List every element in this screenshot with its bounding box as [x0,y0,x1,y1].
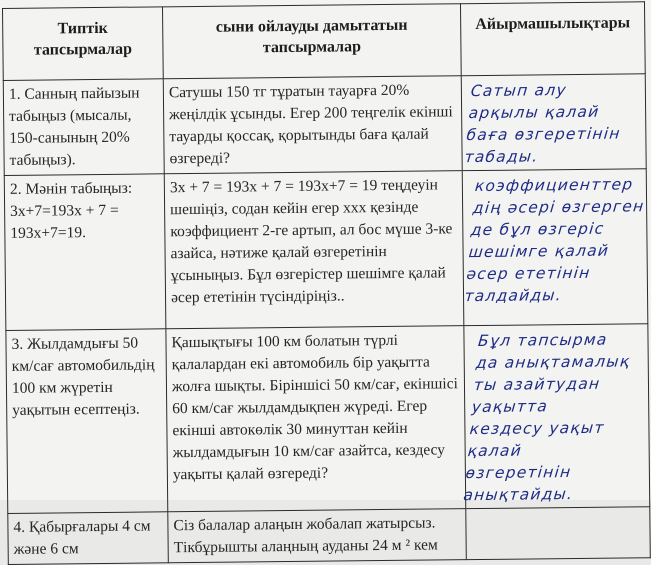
critical-task-cell: Сатушы 150 тг тұратын тауарға 20% жеңілдік ұсынды. Егер 200 теңгелік екінші тауарды қоссақ, қорытынды баға қалай өзгереді? [163,76,462,174]
handwritten-line: талдайды. [463,285,563,305]
critical-task-cell: Қашықтығы 100 км болатын түрлі қалалардан екі автомобиль бір уақытта жолға шықты. Біріншісі 50 км/сағ, екіншісі 60 км/сағ жылдамдықпен жүреді. Егер екінші автокөлік 30 минуттан кейін жылдамдығын 10 км/сағ азайтса, кездесу уақыты қалай өзгереді? [166,326,466,512]
handwritten-line: табады. [463,146,539,166]
handwritten-line: арқылы қалай [467,101,600,122]
typical-task-cell: 4. Қабырғалары 4 см және 6 см [8,512,169,565]
critical-task-cell: Сіз балалар алаңын жобалап жатырсыз. Тікбұрышты алаңның ауданы 24 м ² кем [168,509,467,563]
table-row [6,324,650,514]
handwritten-line: коэффициенттер [473,174,634,195]
typical-task-cell: 2. Мәнін табыңыз: 3x+7=193x + 7 = 193x+7=19. [4,174,166,331]
table-row [3,74,646,176]
table-row [8,507,650,565]
header-differences: Айырмашылықтары [460,2,645,76]
handwritten-line: ты азайтудан [472,373,601,394]
difference-cell [457,74,650,171]
header-row [3,2,646,81]
difference-cell [456,169,651,326]
difference-cell [464,507,651,560]
handwritten-line: да анықтамалық [474,351,631,372]
handwritten-line: қалай [466,440,523,460]
handwritten-line: шешімге қалай [467,240,610,261]
typical-task-cell: 3. Жылдамдығы 50 км/сағ автомобильдің 100 км жүретін уақытын есептеңіз. [6,329,168,514]
header-typical-tasks: Типтік тапсырмалар [3,7,164,81]
critical-task-cell: 3x + 7 = 193x + 7 = 193x+7 = 19 теңдеуін шешіңіз, содан кейін егер xxx қезінде коэффициент 2-ге артып, ал бос мүше 3-ке азайса, нәтиже қалай өзгеретінін ұсыныңыз. Бұл өзгерістер шешімге қалай әсер ететінін түсіндіріңіз.. [164,171,464,329]
handwritten-line: Сатып алу [469,80,568,100]
handwritten-line: баға өзгеретінін [465,123,622,144]
handwritten-line: өзгеретінін [464,462,572,482]
handwritten-line: кездесу уақыт [468,417,606,438]
difference-cell [456,324,651,509]
handwritten-line: уақытта [470,396,549,416]
comparison-table [2,1,651,565]
table-row [4,169,648,331]
handwritten-line: анықтайды. [462,484,574,504]
handwritten-line: әсер ететінін [465,262,592,283]
handwritten-line: де бұл өзгеріс [469,218,605,239]
header-critical-thinking-tasks: сыни ойлауды дамытатын тапсырмалар [162,4,461,79]
typical-task-cell: 1. Санның пайызын табыңыз (мысалы, 150-санының 20% табыңыз). [3,79,164,176]
handwritten-line: дің әсері өзгерген [471,196,645,217]
handwritten-line: Бұл тапсырма [476,329,608,350]
